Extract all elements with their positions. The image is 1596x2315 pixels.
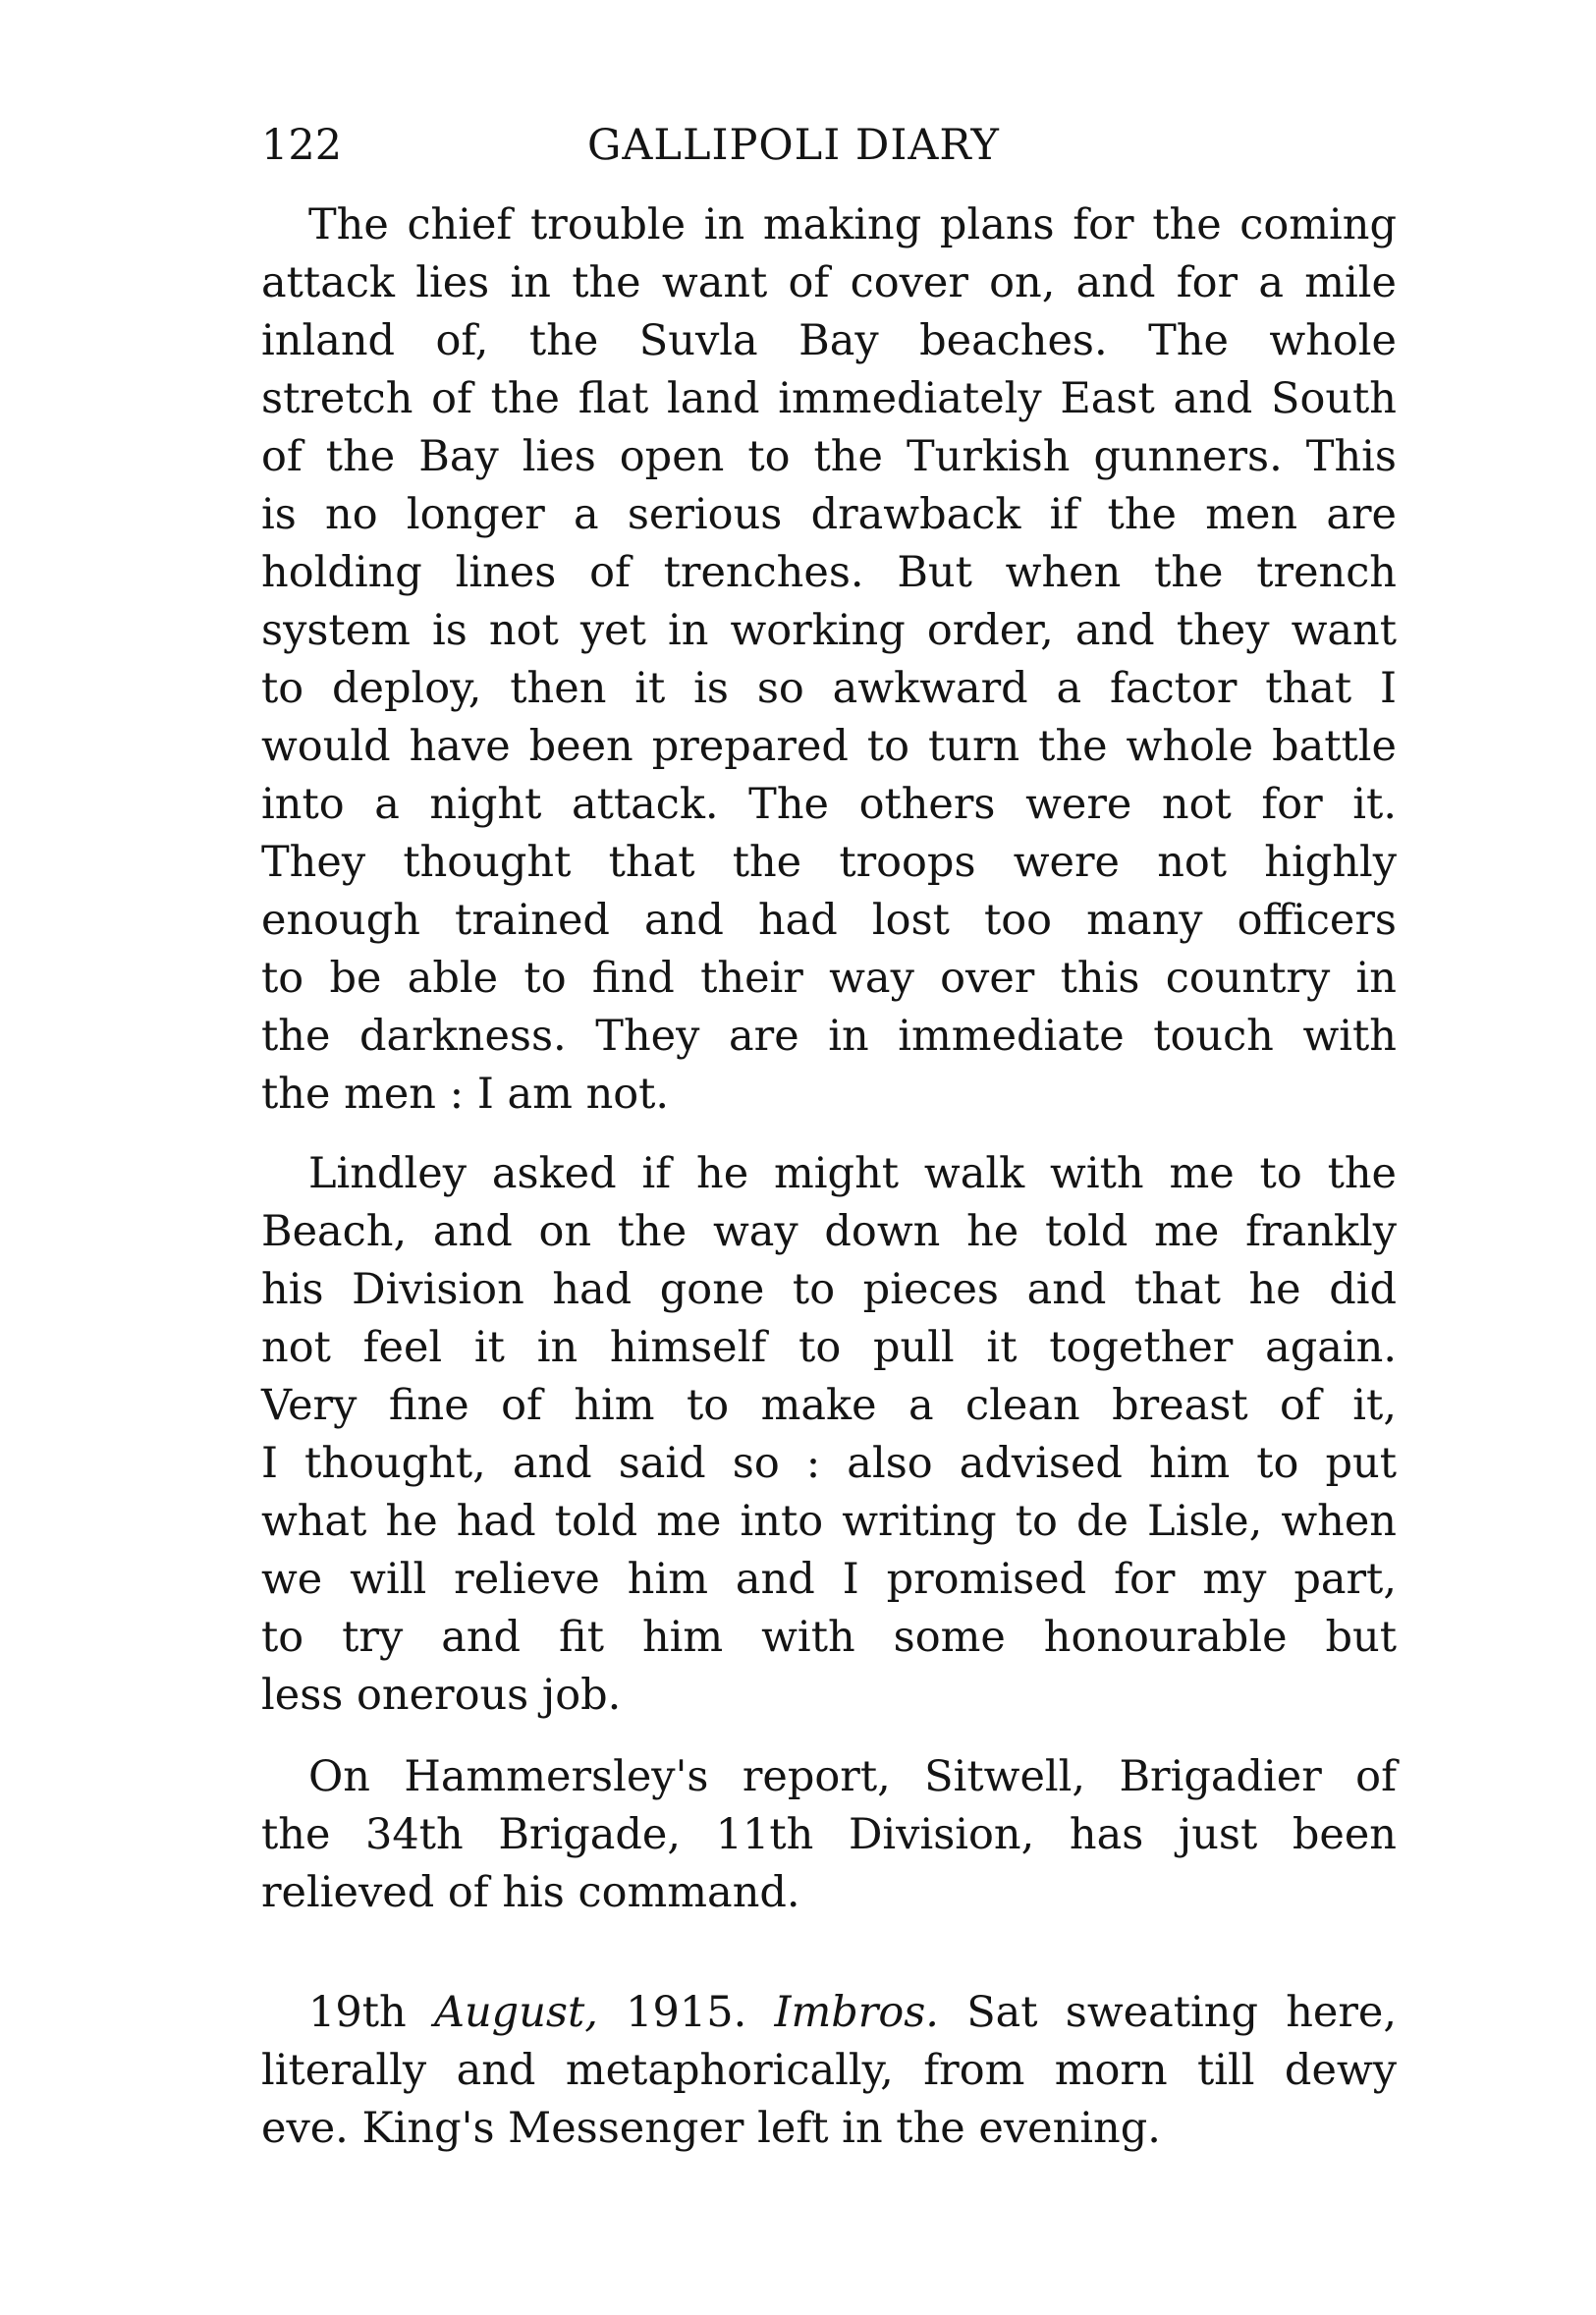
text-line: inland of, the Suvla Bay beaches. The whole (261, 316, 1397, 365)
text-line: system is not yet in working order, and they want (261, 606, 1397, 655)
entry-date-year: 1915. (626, 1988, 747, 2037)
text-line: They thought that the troops were not highly (261, 838, 1397, 887)
text-line: enough trained and had lost too many officers (261, 896, 1397, 945)
text-line: to be able to find their way over this country in (261, 954, 1397, 1003)
entry-date-month: August, (433, 1988, 598, 2037)
text-line: eve. King's Messenger left in the evening. (261, 2104, 1161, 2153)
text-line: his Division had gone to pieces and that he did (261, 1265, 1397, 1314)
page-number: 122 (261, 121, 343, 170)
text-line: what he had told me into writing to de Lisle, when (261, 1497, 1397, 1546)
text-line: into a night attack. The others were not for it. (261, 780, 1397, 829)
text-line: I thought, and said so : also advised him to put (261, 1439, 1397, 1488)
text-line: attack lies in the want of cover on, and for a mile (261, 258, 1397, 307)
diary-entry-heading-line (261, 1984, 1397, 2042)
text-line: On Hammersley's report, Sitwell, Brigadier of (308, 1752, 1397, 1801)
text-line: less onerous job. (261, 1671, 622, 1720)
entry-date-day: 19th (308, 1988, 407, 2037)
page-header (261, 116, 1401, 175)
paragraph-sitwell (261, 1748, 1397, 1922)
running-title: GALLIPOLI DIARY (587, 121, 1000, 170)
text-line: the 34th Brigade, 11th Division, has just been (261, 1810, 1397, 1859)
text-line: relieved of his command. (261, 1868, 800, 1917)
text-line: Beach, and on the way down he told me frankly (261, 1207, 1397, 1256)
text-line: Lindley asked if he might walk with me to the (308, 1149, 1397, 1198)
text-line: to deploy, then it is so awkward a factor that I (261, 664, 1397, 713)
text-line: the men : I am not. (261, 1070, 670, 1119)
text-line: is no longer a serious drawback if the men are (261, 490, 1397, 539)
text-line: we will relieve him and I promised for my part, (261, 1555, 1397, 1604)
entry-text-start: Sat sweating here, (966, 1988, 1398, 2037)
text-line: of the Bay lies open to the Turkish gunners. This (261, 432, 1397, 481)
text-line: would have been prepared to turn the whole battle (261, 722, 1397, 771)
text-line: not feel it in himself to pull it together again. (261, 1323, 1397, 1372)
text-line: literally and metaphorically, from morn till dewy (261, 2046, 1397, 2095)
diary-entry-19-august (261, 1984, 1397, 2158)
paragraph-cover-problem (261, 196, 1397, 1124)
entry-place: Imbros. (774, 1988, 939, 2037)
text-line: to try and fit him with some honourable but (261, 1613, 1397, 1662)
paragraph-lindley (261, 1145, 1397, 1725)
text-line: Very fine of him to make a clean breast of it, (261, 1381, 1397, 1430)
text-line: stretch of the flat land immediately East and South (261, 374, 1397, 423)
text-line: The chief trouble in making plans for the coming (308, 200, 1397, 249)
text-line: holding lines of trenches. But when the trench (261, 548, 1397, 597)
text-line: the darkness. They are in immediate touch with (261, 1012, 1397, 1061)
